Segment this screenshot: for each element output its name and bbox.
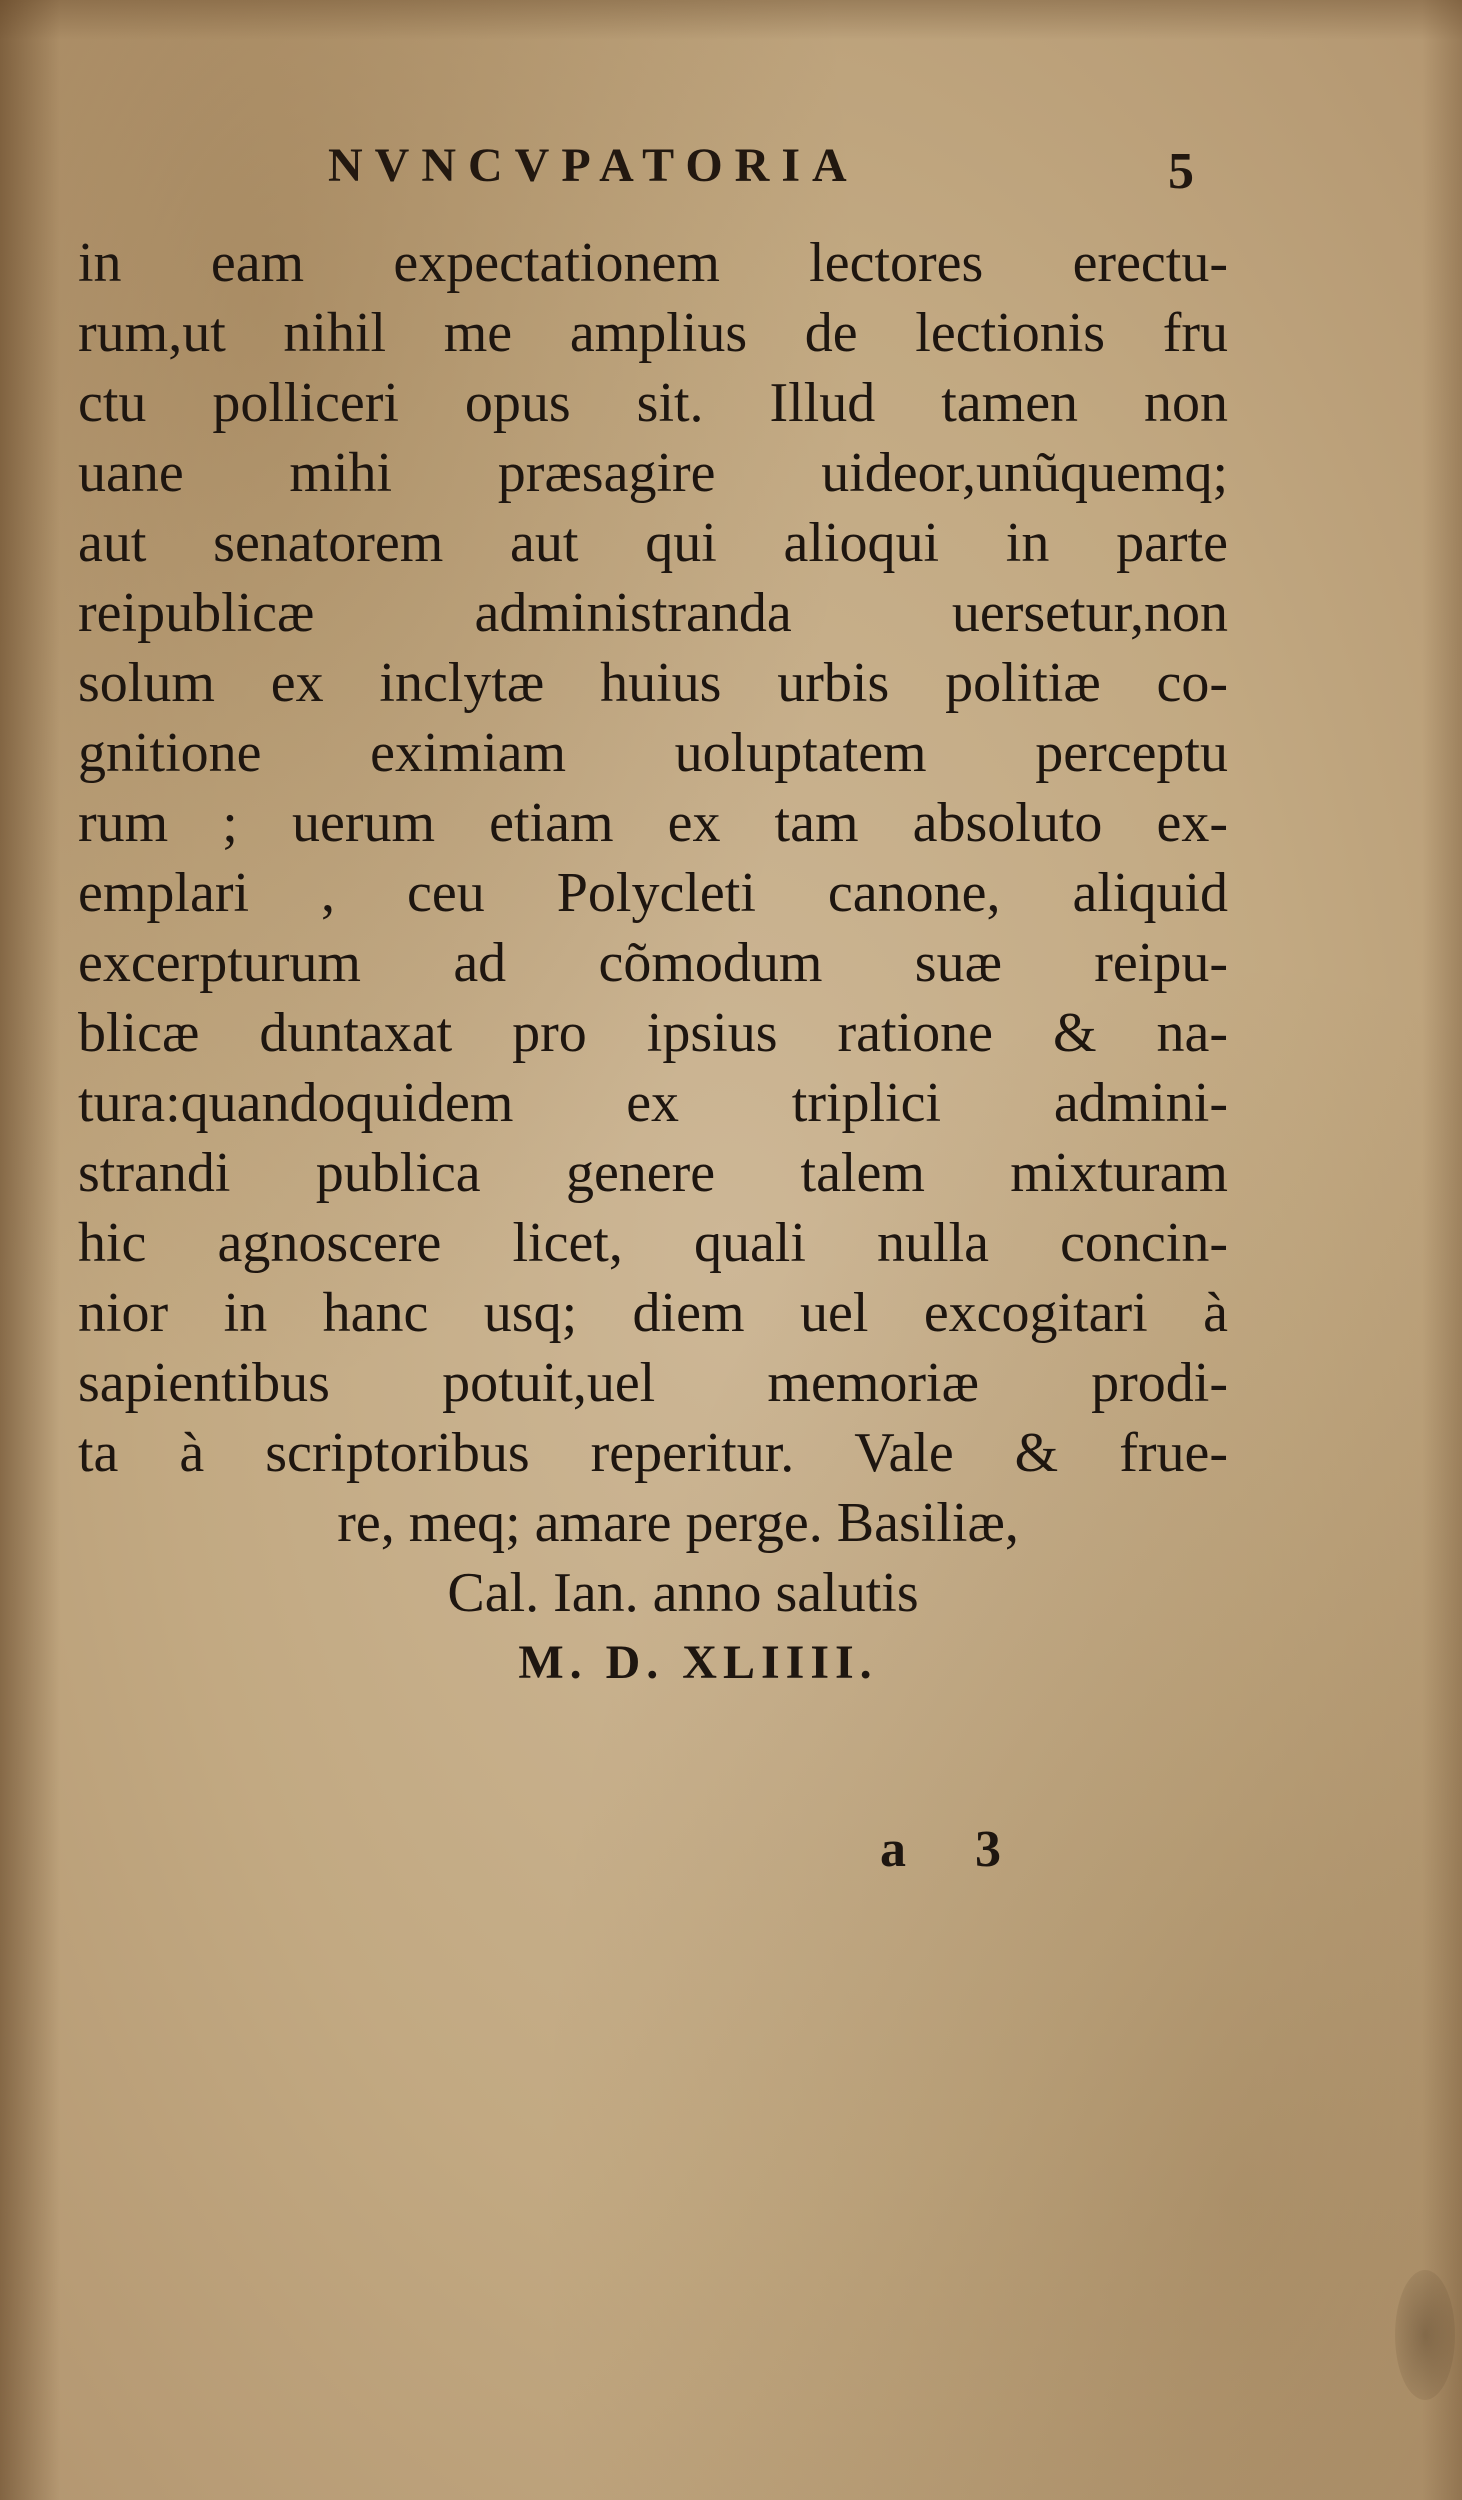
paper-stain	[1395, 2270, 1455, 2400]
text-line: reipublicæ administranda uersetur,non	[78, 582, 1228, 644]
signature-mark: a 3	[880, 1821, 1029, 1878]
running-head: NVNCVPATORIA	[328, 139, 859, 192]
text-line: solum ex inclytæ huius urbis politiæ co-	[78, 652, 1228, 714]
text-line: excerpturum ad cõmodum suæ reipu-	[78, 932, 1228, 994]
text-line: rum,ut nihil me amplius de lectionis fru	[78, 302, 1228, 364]
text-line: sapientibus potuit,uel memoriæ prodi-	[78, 1352, 1228, 1414]
date-line: M. D. XLIIII.	[518, 1636, 878, 1689]
text-line: Cal. Ian. anno salutis	[447, 1562, 919, 1624]
text-line: gnitione eximiam uoluptatem perceptu	[78, 722, 1228, 784]
text-line: hic agnoscere licet, quali nulla concin-	[78, 1212, 1228, 1274]
text-line: aut senatorem aut qui alioqui in parte	[78, 512, 1228, 574]
page-shadow-right	[1422, 0, 1462, 2500]
text-line: ta à scriptoribus reperitur. Vale & frue-	[78, 1422, 1228, 1484]
text-line: strandi publica genere talem mixturam	[78, 1142, 1228, 1204]
text-line: re, meq; amare perge. Basiliæ,	[337, 1492, 1019, 1554]
text-line: nior in hanc usq; diem uel excogitari à	[78, 1282, 1228, 1344]
page-shadow-top	[0, 0, 1462, 40]
text-line: blicæ duntaxat pro ipsius ratione & na-	[78, 1002, 1228, 1064]
page-shadow-left	[0, 0, 60, 2500]
text-line: tura:quandoquidem ex triplici admini-	[78, 1072, 1228, 1134]
text-line: in eam expectationem lectores erectu-	[78, 232, 1228, 294]
text-line: ctu polliceri opus sit. Illud tamen non	[78, 372, 1228, 434]
text-line: uane mihi præsagire uideor,unũquemq;	[78, 442, 1228, 504]
text-line: rum ; uerum etiam ex tam absoluto ex-	[78, 792, 1228, 854]
text-line: emplari , ceu Polycleti canone, aliquid	[78, 862, 1228, 924]
body-text	[78, 228, 1228, 1698]
page-number: 5	[1168, 143, 1194, 200]
